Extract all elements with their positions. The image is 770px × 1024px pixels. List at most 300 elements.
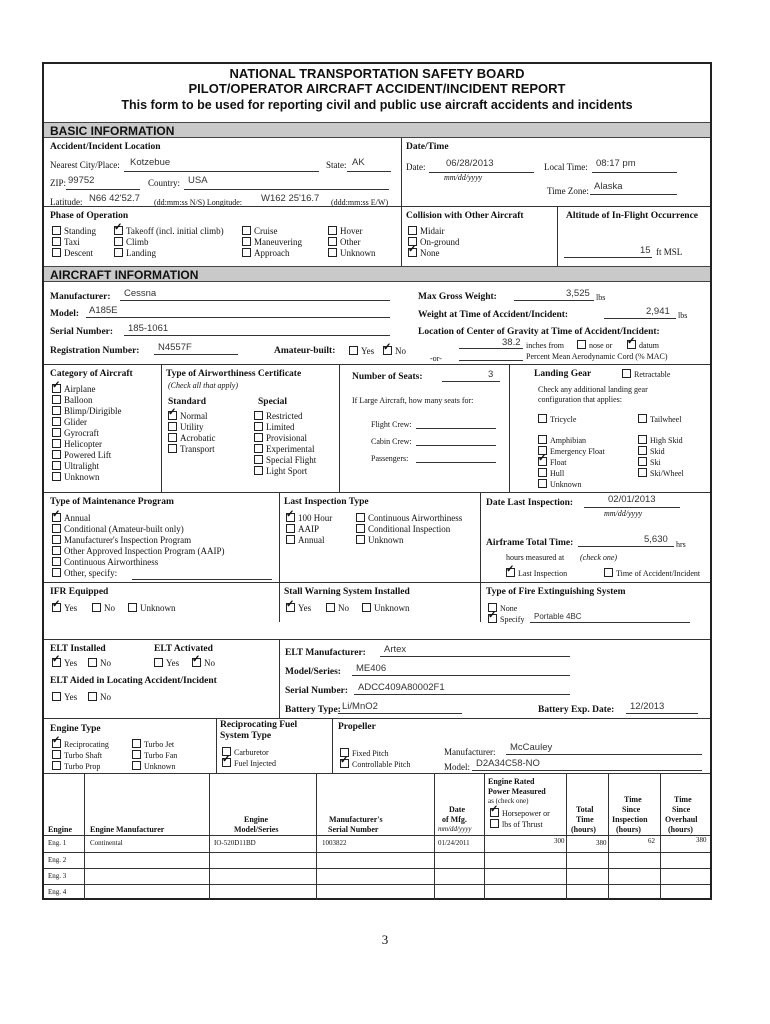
hours-check-one: (check one) (580, 553, 618, 562)
col-power-3: as (check one) (488, 797, 529, 805)
city-label: Nearest City/Place: (50, 160, 120, 170)
ifr-no[interactable]: No (92, 603, 115, 613)
checkbox[interactable] (168, 444, 177, 453)
passengers-label: Passengers: (371, 454, 409, 463)
checkbox[interactable] (52, 557, 61, 566)
gear-tricycle[interactable]: Tricycle (538, 414, 576, 424)
checkbox[interactable] (326, 603, 335, 612)
checkbox[interactable] (92, 603, 101, 612)
eng-turbo-jet[interactable]: Turbo Jet (132, 739, 174, 749)
engine-type-title: Engine Type (50, 724, 101, 734)
col-tsi-3: Inspection (612, 815, 648, 824)
checkbox[interactable] (254, 433, 263, 442)
checkbox[interactable] (638, 435, 647, 444)
row1-power[interactable]: 300 (554, 837, 565, 845)
serial-value[interactable]: 185-1061 (128, 323, 169, 334)
col-power-lbs[interactable]: lbs of Thrust (490, 819, 543, 829)
date-value[interactable]: 06/28/2013 (446, 158, 494, 169)
phase-hover[interactable]: Hover (328, 226, 363, 236)
gear-skid[interactable]: Skid (638, 446, 665, 456)
elt-aided-title: ELT Aided in Locating Accident/Incident (50, 676, 217, 686)
standard-transport[interactable]: Transport (168, 444, 215, 454)
hours-last-inspection[interactable]: ✓Last Inspection (506, 568, 567, 578)
col-tsi-1: Time (624, 795, 642, 804)
checkbox[interactable] (254, 411, 263, 420)
row4-engine: Eng. 4 (48, 888, 67, 896)
checkbox[interactable] (52, 535, 61, 544)
elt-aided-yes[interactable]: Yes (52, 692, 77, 702)
ifr-title: IFR Equipped (50, 587, 109, 597)
checkbox[interactable] (52, 546, 61, 555)
elt-installed-no[interactable]: No (88, 658, 111, 668)
state-value[interactable]: AK (352, 157, 365, 168)
stall-no[interactable]: No (326, 603, 349, 613)
elt-manufacturer-label: ELT Manufacturer: (285, 648, 366, 658)
row1-time-since-inspection[interactable]: 62 (648, 837, 655, 845)
checkbox[interactable] (622, 369, 631, 378)
airframe-total-time-value[interactable]: 5,630 (644, 534, 668, 545)
category-title: Category of Aircraft (50, 369, 133, 379)
report-form (42, 62, 712, 900)
checkbox-checked[interactable] (538, 457, 547, 466)
altitude-value[interactable]: 15 (640, 245, 651, 256)
eng-reciprocating[interactable]: ✓Reciprocating (52, 739, 109, 749)
collision-on-ground[interactable]: On-ground (408, 237, 460, 247)
checkbox[interactable] (132, 750, 141, 759)
recip-fuel-title1: Reciprocating Fuel (220, 720, 298, 730)
latitude-format: (dd:mm:ss N/S) Longitude: (154, 198, 242, 207)
col-date-2: of Mfg. (442, 815, 467, 824)
phase-other[interactable]: Other (328, 237, 361, 247)
battery-type-value[interactable]: Li/MnO2 (342, 701, 378, 712)
elt-installed-title: ELT Installed (50, 644, 106, 654)
gear-amphibian[interactable]: Amphibian (538, 435, 586, 445)
col-power-2: Power Measured (488, 787, 546, 796)
category-helicopter[interactable]: Helicopter (52, 439, 102, 449)
checkbox[interactable] (538, 479, 547, 488)
country-value[interactable]: USA (188, 175, 208, 186)
date-last-inspection-label: Date Last Inspection: (486, 498, 574, 508)
special-title: Special (258, 397, 288, 407)
maintenance-title: Type of Maintenance Program (50, 497, 174, 507)
col-tt-3: (hours) (571, 825, 596, 834)
checkbox[interactable] (52, 226, 61, 235)
battery-exp-value[interactable]: 12/2013 (630, 701, 665, 712)
checkbox[interactable] (132, 761, 141, 770)
eng-turbo-fan[interactable]: Turbo Fan (132, 750, 177, 760)
checkbox[interactable] (328, 248, 337, 257)
checkbox[interactable] (638, 414, 647, 423)
col-power-1: Engine Rated (488, 777, 535, 786)
checkbox[interactable] (538, 435, 547, 444)
latitude-value[interactable]: N66 42'52.7 (89, 193, 140, 204)
checkbox-checked[interactable] (222, 758, 231, 767)
checkbox[interactable] (52, 439, 61, 448)
location-title: Accident/Incident Location (50, 142, 161, 152)
checkbox[interactable] (52, 524, 61, 533)
checkbox[interactable] (286, 524, 295, 533)
landing-gear-note2: configuration that applies: (538, 395, 622, 404)
prop-manufacturer-value[interactable]: McCauley (510, 742, 553, 753)
phase-descent[interactable]: Descent (52, 248, 93, 258)
max-gross-weight-value[interactable]: 3,525 (566, 288, 590, 299)
row1-model[interactable]: IO-520D11BD (214, 839, 256, 847)
row2-engine: Eng. 2 (48, 856, 67, 864)
checkbox[interactable] (408, 226, 417, 235)
checkbox-checked[interactable] (52, 384, 61, 393)
checkbox[interactable] (114, 237, 123, 246)
col-tso-4: (hours) (668, 825, 693, 834)
col-power-hp[interactable]: ✓Horsepower or (490, 808, 550, 818)
weight-at-time-value[interactable]: 2,941 (646, 306, 670, 317)
special-experimental[interactable]: Experimental (254, 444, 314, 454)
checkbox[interactable] (254, 444, 263, 453)
cg-or: -or- (430, 354, 442, 363)
cg-label: Location of Center of Gravity at Time of Accident/Incident: (418, 327, 660, 337)
registration-value[interactable]: N4557F (158, 342, 192, 353)
large-aircraft-seats-label: If Large Aircraft, how many seats for: (352, 396, 474, 405)
altitude-title: Altitude of In-Flight Occurrence (565, 211, 698, 221)
elt-activated-title: ELT Activated (154, 644, 213, 654)
longitude-value[interactable]: W162 25'16.7 (261, 193, 320, 204)
checkbox[interactable] (52, 248, 61, 257)
state-label: State: (326, 160, 347, 170)
airframe-total-time-label: Airframe Total Time: (486, 538, 574, 548)
phase-standing[interactable]: Standing (52, 226, 96, 236)
collision-title: Collision with Other Aircraft (406, 211, 524, 221)
checkbox[interactable] (490, 819, 499, 828)
category-unknown[interactable]: Unknown (52, 472, 100, 482)
checkbox-checked[interactable] (52, 603, 61, 612)
category-powered-lift[interactable]: Powered Lift (52, 450, 111, 460)
elt-manufacturer-value[interactable]: Artex (384, 644, 407, 655)
checkbox-checked[interactable] (490, 808, 499, 817)
category-balloon[interactable]: Balloon (52, 395, 93, 405)
zip-value[interactable]: 99752 (68, 175, 95, 186)
checkbox[interactable] (52, 761, 61, 770)
checkbox[interactable] (242, 248, 251, 257)
gear-unknown[interactable]: Unknown (538, 479, 582, 489)
propeller-title: Propeller (338, 722, 376, 732)
checkbox-checked[interactable] (192, 658, 201, 667)
page-number: 3 (381, 932, 389, 947)
prop-fixed-pitch[interactable]: Fixed Pitch (340, 748, 389, 758)
phase-cruise[interactable]: Cruise (242, 226, 278, 236)
maint-conditional[interactable]: Conditional (Amateur-built only) (52, 524, 184, 534)
row1-serial[interactable]: 1003822 (322, 839, 347, 847)
special-light-sport[interactable]: Light Sport (254, 466, 307, 476)
row3-engine: Eng. 3 (48, 872, 67, 880)
checkbox-checked[interactable] (383, 346, 392, 355)
category-airplane[interactable]: ✓Airplane (52, 384, 96, 394)
prop-manufacturer-label: Manufacturer: (444, 747, 496, 757)
col-tso-3: Overhaul (665, 815, 698, 824)
checkbox-checked[interactable] (52, 513, 61, 522)
zip-label: ZIP: (50, 178, 67, 188)
cg-inches-from: inches from (526, 341, 564, 350)
last-inspection-title: Last Inspection Type (284, 497, 369, 507)
last-annual[interactable]: Annual (286, 535, 325, 545)
checkbox[interactable] (604, 568, 613, 577)
checkbox[interactable] (114, 248, 123, 257)
checkbox[interactable] (242, 237, 251, 246)
col-tso-1: Time (674, 795, 692, 804)
standard-normal[interactable]: ✓Normal (168, 411, 208, 421)
col-model-2: Model/Series (234, 825, 279, 834)
special-flight[interactable]: Special Flight (254, 455, 316, 465)
elt-activated-no[interactable]: ✓ No (192, 658, 215, 668)
checkbox[interactable] (638, 446, 647, 455)
manufacturer-value[interactable]: Cessna (124, 288, 157, 299)
row1-date[interactable]: 01/24/2011 (438, 839, 470, 847)
time-zone-value[interactable]: Alaska (594, 181, 623, 192)
checkbox[interactable] (356, 513, 365, 522)
date-label: Date: (406, 162, 426, 172)
checkbox-checked[interactable] (52, 658, 61, 667)
elt-serial-value[interactable]: ADCC409A80002F1 (358, 682, 445, 693)
longitude-format: (ddd:mm:ss E/W) (331, 198, 389, 207)
last-unknown[interactable]: Unknown (356, 535, 404, 545)
stall-unknown[interactable]: Unknown (362, 603, 410, 613)
checkbox[interactable] (356, 535, 365, 544)
phase-landing[interactable]: Landing (114, 248, 156, 258)
checkbox-checked[interactable] (52, 739, 61, 748)
gear-emergency-float[interactable]: Emergency Float (538, 446, 605, 456)
stall-yes[interactable]: ✓Yes (286, 603, 311, 613)
special-provisional[interactable]: Provisional (254, 433, 307, 443)
header-instructions: This form to be used for reporting civil and public use aircraft accidents and incidents (121, 98, 633, 112)
registration-label: Registration Number: (50, 346, 140, 356)
checkbox[interactable] (286, 535, 295, 544)
checkbox[interactable] (242, 226, 251, 235)
phase-unknown[interactable]: Unknown (328, 248, 376, 258)
checkbox[interactable] (349, 346, 358, 355)
cg-mac-label: Percent Mean Aerodynamic Cord (% MAC) (526, 352, 668, 361)
checkbox[interactable] (154, 658, 163, 667)
model-value[interactable]: A185E (89, 305, 118, 316)
gear-high-skid[interactable]: High Skid (638, 435, 683, 445)
row1-time-since-overhaul[interactable]: 380 (696, 836, 707, 844)
checkbox[interactable] (52, 395, 61, 404)
category-glider[interactable]: Glider (52, 417, 87, 427)
maint-aaip[interactable]: Other Approved Inspection Program (AAIP) (52, 546, 224, 556)
hours-measured-label: hours measured at (506, 553, 565, 562)
last-aaip[interactable]: AAIP (286, 524, 319, 534)
city-value[interactable]: Kotzebue (130, 157, 171, 168)
basic-information-band: BASIC INFORMATION (44, 122, 710, 138)
special-restricted[interactable]: Restricted (254, 411, 303, 421)
last-100-hour[interactable]: ✓100 Hour (286, 513, 332, 523)
elt-model-value[interactable]: ME406 (356, 663, 387, 674)
cg-nose[interactable]: nose or (577, 340, 612, 350)
checkbox[interactable] (52, 417, 61, 426)
checkbox[interactable] (52, 568, 61, 577)
datetime-title: Date/Time (406, 142, 449, 152)
col-serial-2: Serial Number (328, 825, 379, 834)
col-engine: Engine (48, 825, 73, 834)
checkbox-checked[interactable] (627, 340, 636, 349)
manufacturer-label: Manufacturer: (50, 292, 111, 302)
col-serial-1: Manufacturer's (329, 815, 383, 824)
prop-model-label: Model: (444, 762, 470, 772)
checkbox-checked[interactable] (114, 226, 123, 235)
checkbox[interactable] (52, 472, 61, 481)
checkbox-checked[interactable] (286, 513, 295, 522)
checkbox[interactable] (638, 457, 647, 466)
checkbox[interactable] (538, 468, 547, 477)
row1-manufacturer[interactable]: Continental (90, 839, 123, 847)
category-gyrocraft[interactable]: Gyrocraft (52, 428, 99, 438)
col-tsi-4: (hours) (616, 825, 641, 834)
checkbox[interactable] (254, 466, 263, 475)
checkbox[interactable] (52, 406, 61, 415)
flight-crew-label: Flight Crew: (371, 420, 412, 429)
aircraft-information-band: AIRCRAFT INFORMATION (44, 266, 710, 282)
fire-none[interactable]: None (488, 603, 517, 613)
cg-value[interactable]: 38.2 (502, 337, 521, 348)
elt-installed-yes[interactable]: ✓Yes (52, 658, 77, 668)
prop-model-value[interactable]: D2A34C58-NO (476, 758, 540, 769)
phase-taxi[interactable]: Taxi (52, 237, 80, 247)
ifr-yes[interactable]: ✓Yes (52, 603, 77, 613)
gear-hull[interactable]: Hull (538, 468, 564, 478)
amateur-no[interactable]: ✓ No (383, 346, 406, 356)
cg-datum[interactable]: ✓ datum (627, 340, 659, 350)
last-conditional[interactable]: Conditional Inspection (356, 524, 450, 534)
ifr-unknown[interactable]: Unknown (128, 603, 176, 613)
landing-gear-note1: Check any additional landing gear (538, 385, 648, 394)
checkbox[interactable] (88, 692, 97, 701)
col-tt-2: Time (576, 815, 594, 824)
category-ultralight[interactable]: Ultralight (52, 461, 99, 471)
fire-ext-title: Type of Fire Extinguishing System (486, 587, 626, 597)
phase-takeoff[interactable]: ✓ Takeoff (incl. initial climb) (114, 226, 224, 236)
checkbox[interactable] (254, 422, 263, 431)
last-continuous[interactable]: Continuous Airworthiness (356, 513, 462, 523)
header-title: NATIONAL TRANSPORTATION SAFETY BOARD (229, 66, 525, 81)
fuel-carburetor[interactable]: Carburetor (222, 747, 269, 757)
hours-time-of-accident[interactable]: Time of Accident/Incident (604, 568, 700, 578)
maint-manufacturer[interactable]: Manufacturer's Inspection Program (52, 535, 191, 545)
checkbox-checked[interactable] (340, 759, 349, 768)
gear-float[interactable]: ✓Float (538, 457, 566, 467)
prop-controllable-pitch[interactable]: ✓Controllable Pitch (340, 759, 410, 769)
category-blimp[interactable]: Blimp/Dirigible (52, 406, 122, 416)
elt-aided-no[interactable]: No (88, 692, 111, 702)
maint-annual[interactable]: ✓Annual (52, 513, 91, 523)
checkbox[interactable] (356, 524, 365, 533)
checkbox[interactable] (168, 433, 177, 442)
checkbox[interactable] (52, 692, 61, 701)
gear-tailwheel[interactable]: Tailwheel (638, 414, 681, 424)
country-label: Country: (148, 178, 181, 188)
eng-turbo-prop[interactable]: Turbo Prop (52, 761, 100, 771)
recip-fuel-title2: System Type (220, 731, 272, 741)
collision-none[interactable]: ✓None (408, 248, 440, 258)
special-limited[interactable]: Limited (254, 422, 295, 432)
checkbox[interactable] (638, 468, 647, 477)
date-last-format: mm/dd/yyyy (604, 509, 643, 518)
eng-unknown[interactable]: Unknown (132, 761, 176, 771)
checkbox[interactable] (52, 237, 61, 246)
amateur-yes[interactable]: Yes (349, 346, 374, 356)
checkbox[interactable] (254, 455, 263, 464)
checkbox-checked[interactable] (488, 614, 497, 623)
checkbox-checked[interactable] (168, 411, 177, 420)
phase-maneuvering[interactable]: Maneuvering (242, 237, 302, 247)
checkbox[interactable] (168, 422, 177, 431)
checkbox[interactable] (52, 461, 61, 470)
checkbox[interactable] (128, 603, 137, 612)
elt-serial-label: Serial Number: (285, 686, 349, 696)
gear-ski-wheel[interactable]: Ski/Wheel (638, 468, 684, 478)
standard-acrobatic[interactable]: Acrobatic (168, 433, 215, 443)
stall-warning-title: Stall Warning System Installed (284, 587, 410, 597)
checkbox[interactable] (328, 237, 337, 246)
eng-turbo-shaft[interactable]: Turbo Shaft (52, 750, 102, 760)
fire-specify-value[interactable]: Portable 4BC (534, 612, 582, 621)
weight-at-time-unit: lbs (678, 311, 688, 320)
col-tso-2: Since (672, 805, 691, 814)
standard-utility[interactable]: Utility (168, 422, 204, 432)
seats-label: Number of Seats: (352, 372, 423, 382)
checkbox[interactable] (538, 414, 547, 423)
serial-label: Serial Number: (50, 327, 114, 337)
phase-approach[interactable]: Approach (242, 248, 290, 258)
maint-continuous[interactable]: Continuous Airworthiness (52, 557, 158, 567)
gear-ski[interactable]: Ski (638, 457, 661, 467)
checkbox[interactable] (577, 340, 586, 349)
checkbox[interactable] (328, 226, 337, 235)
collision-midair[interactable]: Midair (408, 226, 445, 236)
landing-gear-retractable[interactable]: Retractable (622, 369, 670, 379)
fuel-injected[interactable]: ✓Fuel Injected (222, 758, 276, 768)
col-date-1: Date (449, 805, 465, 814)
landing-gear-title: Landing Gear (534, 369, 592, 379)
altitude-unit: ft MSL (656, 247, 683, 257)
checkbox[interactable] (52, 750, 61, 759)
airworthiness-title: Type of Airworthiness Certificate (166, 369, 302, 379)
checkbox[interactable] (362, 603, 371, 612)
date-last-inspection-value[interactable]: 02/01/2013 (608, 494, 656, 505)
max-gross-weight-label: Max Gross Weight: (418, 292, 497, 302)
row1-total-time[interactable]: 380 (596, 839, 607, 847)
col-date-3: mm/dd/yyyy (438, 825, 472, 833)
checkbox-checked[interactable] (286, 603, 295, 612)
seats-value[interactable]: 3 (488, 369, 494, 380)
phase-climb[interactable]: Climb (114, 237, 149, 247)
local-time-label: Local Time: (544, 162, 588, 172)
col-tsi-2: Since (622, 805, 641, 814)
max-gross-weight-unit: lbs (596, 293, 606, 302)
local-time-value[interactable]: 08:17 pm (596, 158, 636, 169)
checkbox-checked[interactable] (408, 248, 417, 257)
elt-activated-yes[interactable]: Yes (154, 658, 179, 668)
model-label: Model: (50, 309, 80, 319)
maint-other[interactable]: Other, specify: (52, 568, 117, 578)
battery-type-label: Battery Type: (285, 705, 341, 715)
elt-model-label: Model/Series: (285, 667, 341, 677)
col-tt-1: Total (576, 805, 594, 814)
battery-exp-label: Battery Exp. Date: (538, 705, 615, 715)
checkbox-checked[interactable] (506, 568, 515, 577)
checkbox[interactable] (132, 739, 141, 748)
checkbox[interactable] (52, 450, 61, 459)
checkbox[interactable] (88, 658, 97, 667)
fire-specify[interactable]: ✓Specify (488, 614, 524, 624)
checkbox[interactable] (52, 428, 61, 437)
col-engine-manufacturer: Engine Manufacturer (90, 825, 165, 834)
